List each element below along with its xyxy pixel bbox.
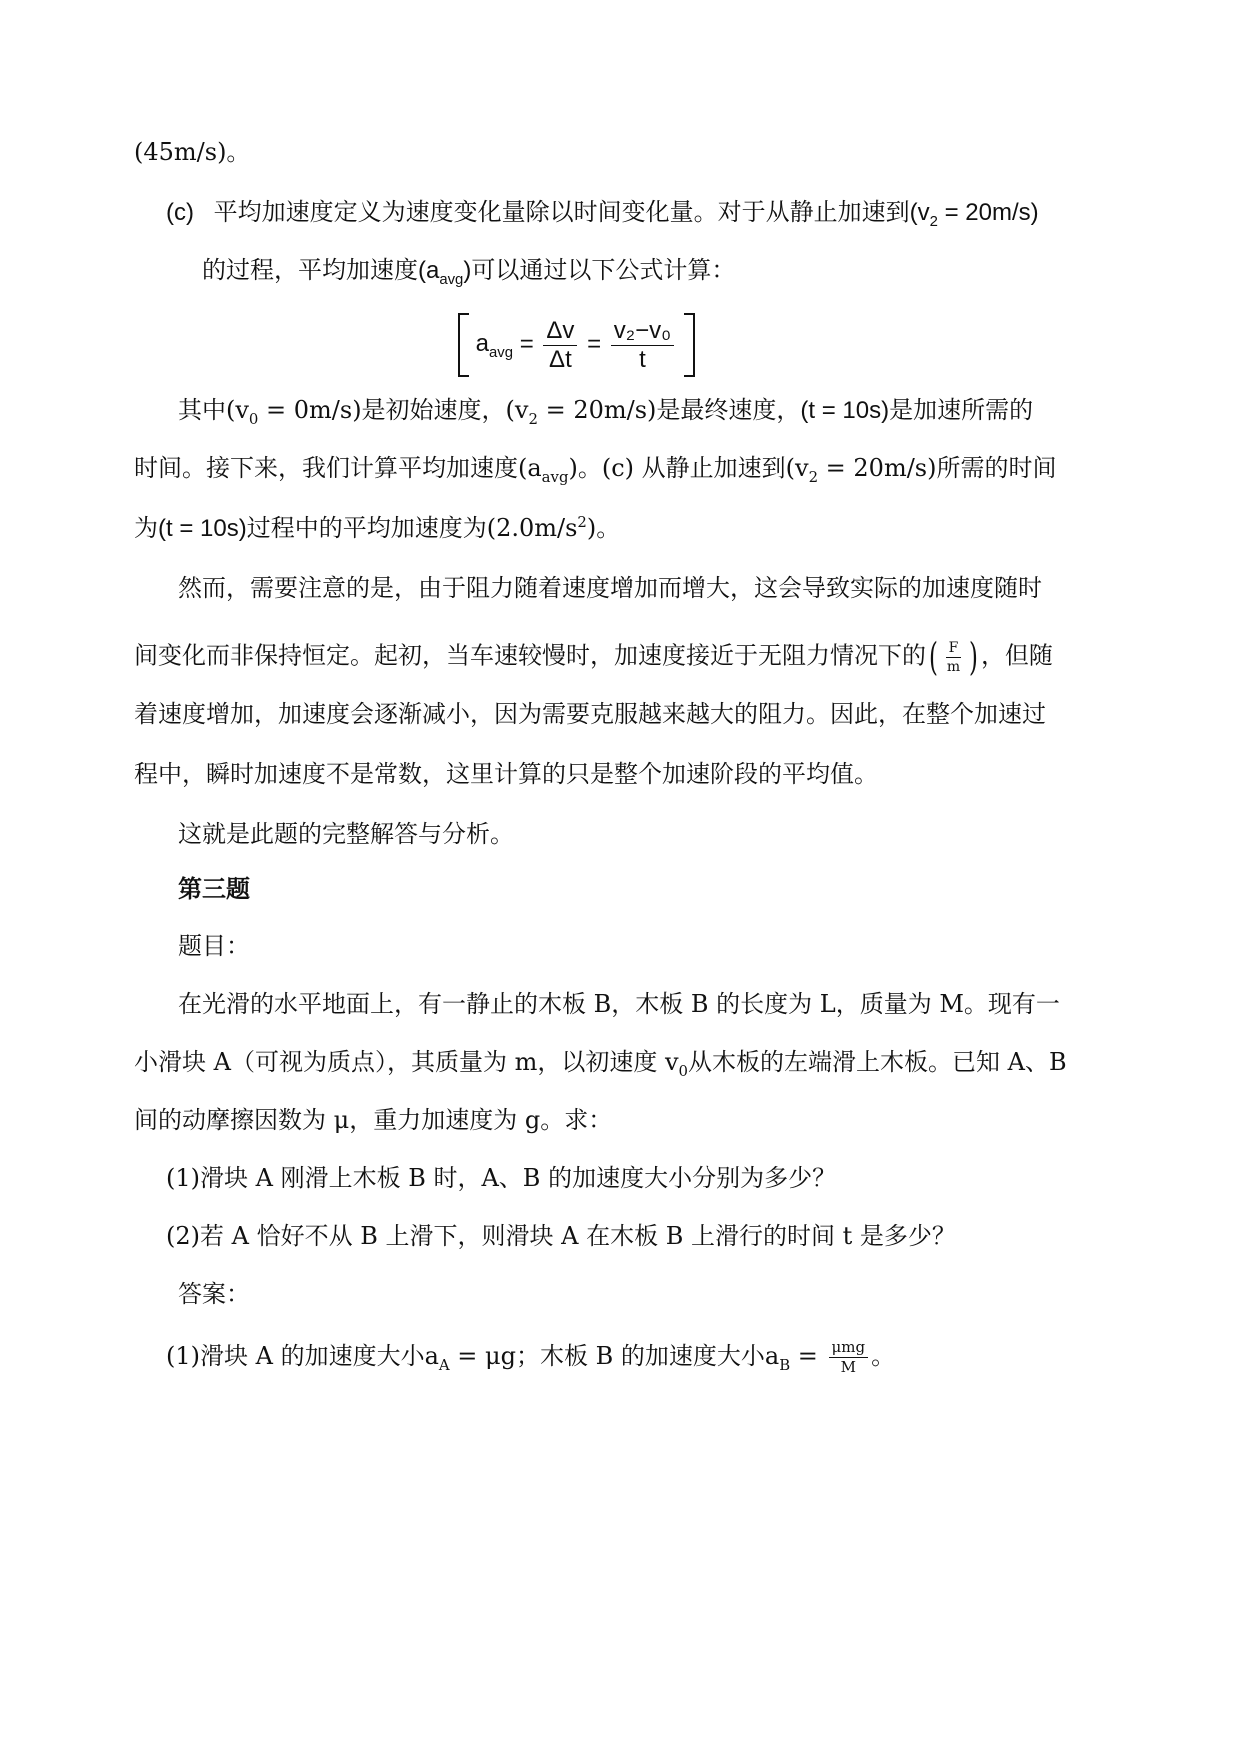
text-line: 然而，需要注意的是，由于阻力随着速度增加而增大，这会导致实际的加速度随时 — [178, 574, 1042, 602]
math-inline: (t = 10s) — [158, 515, 247, 542]
text-line: 其中$(v_0 = 0m/s)$是初始速度，$(v_2 = 20m/s)$是最终速度，(t = 10s)是加速所需的 — [178, 396, 1034, 428]
section-heading: 第三题 — [178, 874, 250, 903]
item-c-line — [166, 198, 1039, 230]
fraction-velocity: $\frac{\text{v₂−v₀}}{t}$ — [611, 319, 674, 372]
formula-lhs: $a_{avg}$ — [475, 330, 514, 362]
sub-question-1: (1)滑块 A 刚滑上木板 B 时，A、B 的加速度大小分别为多少？ — [166, 1164, 837, 1192]
equals-sign: = — [587, 330, 608, 358]
fraction-mu-mg-over-m: $\frac{\text{μmg}}{M}$ — [829, 1340, 869, 1375]
text-line: 时间。接下来，我们计算平均加速度$(a_{avg})$。(c) 从静止加速到$(v_2 = 20m/s)$所需的时间 — [134, 454, 1057, 486]
math-inline: $(a_{avg})$ — [418, 257, 472, 288]
fraction-f-over-m: $\frac{F}{m}$ — [946, 639, 961, 675]
text-line: 间变化而非保持恒定。起初，当车速较慢时，加速度接近于无阻力情况下的( $\frac{F}{m}$ ) ，但随 — [134, 635, 1053, 679]
right-bracket — [684, 313, 695, 377]
sub-question-2: (2)若 A 恰好不从 B 上滑下，则滑块 A 在木板 B 上滑行的时间 t 是多少？ — [166, 1222, 956, 1250]
text-line: 程中，瞬时加速度不是常数，这里计算的只是整个加速阶段的平均值。 — [134, 760, 878, 788]
text-fragment: 的过程，平均加速度 — [202, 256, 418, 284]
question-text: 间的动摩擦因数为 μ，重力加速度为 g。求： — [134, 1106, 613, 1134]
text-fragment: 可以通过以下公式计算： — [471, 256, 736, 284]
text-line — [134, 140, 250, 164]
equals-sign: = — [519, 330, 541, 358]
left-bracket — [458, 313, 469, 377]
text-line: 这就是此题的完整解答与分析。 — [178, 820, 514, 848]
text-line: 为(t = 10s)过程中的平均加速度为$(2.0m/s^2)$。 — [134, 513, 621, 542]
math-inline: (t = 10s) — [800, 397, 890, 424]
text-fragment: 平均加速度定义为速度变化量除以时间变化量。对于从静止加速到 — [213, 198, 910, 226]
math-inline: $(v_2 = 20m/s)$ — [909, 199, 1039, 230]
answer-label: 答案： — [178, 1280, 250, 1308]
question-text: 在光滑的水平地面上，有一静止的木板 B，木板 B 的长度为 L，质量为 M。现有一 — [178, 990, 1060, 1018]
display-formula — [458, 313, 695, 377]
question-text: 小滑块 A（可视为质点），其质量为 m，以初速度 $v_0$从木板的左端滑上木板。已知 A、B — [134, 1048, 1067, 1080]
text-line — [202, 256, 736, 288]
answer-1: (1)滑块 A 的加速度大小$a_A = \mu g$；木板 B 的加速度大小$a_B$ = $\frac{\text{μmg}}{M}$ 。 — [166, 1338, 896, 1376]
text-line: 着速度增加，加速度会逐渐减小，因为需要克服越来越大的阻力。因此，在整个加速过 — [134, 700, 1046, 728]
fraction-delta: $\frac{\Delta v}{\Delta t}$ — [543, 319, 577, 372]
text-fragment: (45m/s)。 — [134, 138, 251, 166]
item-label: (c) — [166, 199, 194, 226]
question-label: 题目： — [178, 932, 250, 960]
